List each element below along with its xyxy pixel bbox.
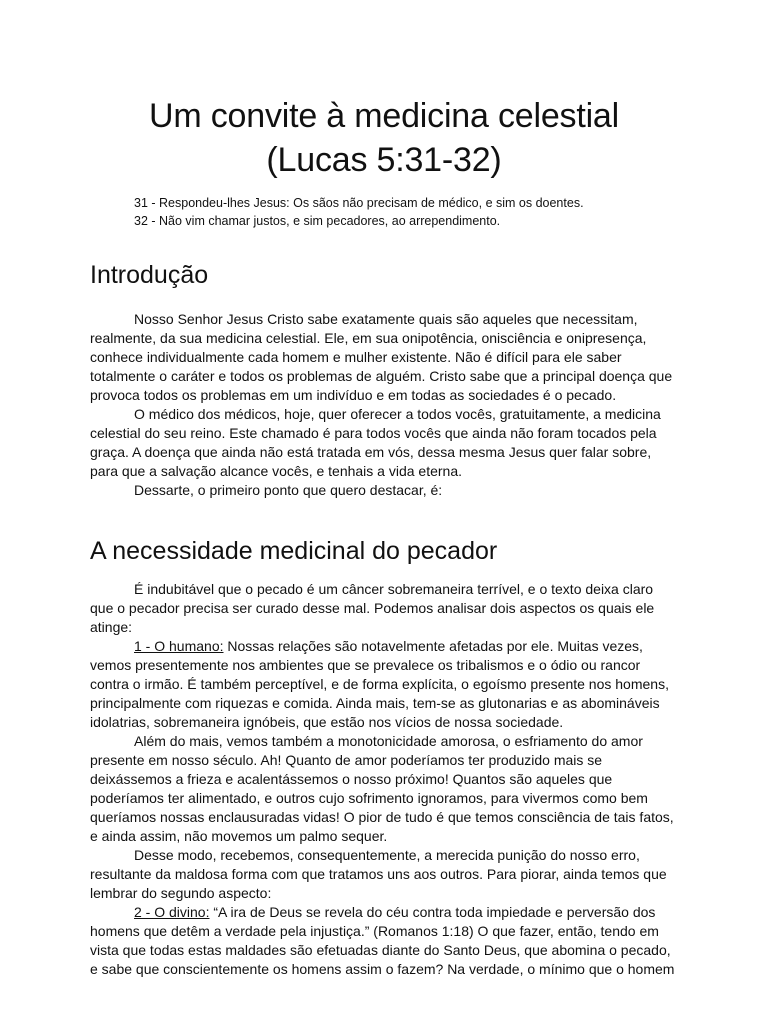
verse-32: 32 - Não vim chamar justos, e sim pecadores, ao arrependimento.: [134, 214, 501, 228]
introduction-body: [90, 310, 678, 500]
aspect-label-human: 1 - O humano:: [134, 638, 224, 654]
section-heading-necessity: A necessidade medicinal do pecador: [90, 537, 498, 565]
aspect-text-human: Nossas relações são notavelmente afetadas por ele. Muitas vezes, vemos presentemente nos ambientes que se prevalece os tribalismos e o ódio ou rancor contra o irmão. É também perceptível, e de forma explícita, o egoísmo presente nos homens, principalmente com riquezas e comida. Ainda mais, tem-se as glutonarias e as abomináveis idolatrias, sobremaneira ignóbeis, que estão nos vícios de nossa sociedade.: [90, 638, 669, 730]
paragraph-human-aspect: [90, 637, 678, 732]
title-line-2: (Lucas 5:31-32): [266, 141, 502, 179]
necessity-body: [90, 580, 678, 979]
aspect-text-divine: “A ira de Deus se revela do céu contra toda impiedade e perversão dos homens que detêm a verdade pela injustiça.” (Romanos 1:18) O que fazer, então, tendo em vista que todas estas maldades são efetuadas diante do Santo Deus, que abomina o pecado, e sabe que conscientemente os homens assim o fazem? Na verdade, o mínimo que o homem: [90, 904, 675, 977]
paragraph: Dessarte, o primeiro ponto que quero destacar, é:: [134, 482, 443, 498]
bible-verses: [134, 194, 678, 230]
verse-31: 31 - Respondeu-lhes Jesus: Os sãos não precisam de médico, e sim os doentes.: [134, 196, 584, 210]
title-line-1: Um convite à medicina celestial: [149, 97, 619, 135]
paragraph: O médico dos médicos, hoje, quer oferecer a todos vocês, gratuitamente, a medicina celestial do seu reino. Este chamado é para todos vocês que ainda não foram tocados pela graça. A doença que ainda não está tratada em vós, dessa mesma Jesus quer falar sobre, para que a salvação alcance vocês, e tenhais a vida eterna.: [90, 406, 661, 479]
paragraph: Desse modo, recebemos, consequentemente, a merecida punição do nosso erro, resultante da maldosa forma com que tratamos uns aos outros. Para piorar, ainda temos que lembrar do segundo aspecto:: [90, 847, 667, 901]
document-title: [90, 0, 678, 182]
paragraph: Além do mais, vemos também a monotonicidade amorosa, o esfriamento do amor presente em nosso século. Ah! Quanto de amor poderíamos ter produzido mais se deixássemos a frieza e acalentássemos o nosso próximo! Quantos são aqueles que poderíamos ter alimentado, e outros cujo sofrimento ignoramos, para vivermos como bem queríamos nossas enclausuradas vidas! O pior de tudo é que temos consciência de tais fatos, e ainda assim, não movemos um palmo sequer.: [90, 733, 674, 844]
paragraph: Nosso Senhor Jesus Cristo sabe exatamente quais são aqueles que necessitam, realmente, da sua medicina celestial. Ele, em sua onipotência, onisciência e onipresença, conhece individualmente cada homem e mulher existente. Não é difícil para ele saber totalmente o caráter e todos os problemas de alguém. Cristo sabe que a principal doença que provoca todos os problemas em um indivíduo e em todas as sociedades é o pecado.: [90, 311, 673, 403]
paragraph: É indubitável que o pecado é um câncer sobremaneira terrível, e o texto deixa claro que o pecador precisa ser curado desse mal. Podemos analisar dois aspectos os quais ele atinge:: [90, 581, 655, 635]
section-heading-introduction: Introdução: [90, 261, 209, 289]
paragraph-divine-aspect: [90, 903, 678, 979]
aspect-label-divine: 2 - O divino:: [134, 904, 210, 920]
